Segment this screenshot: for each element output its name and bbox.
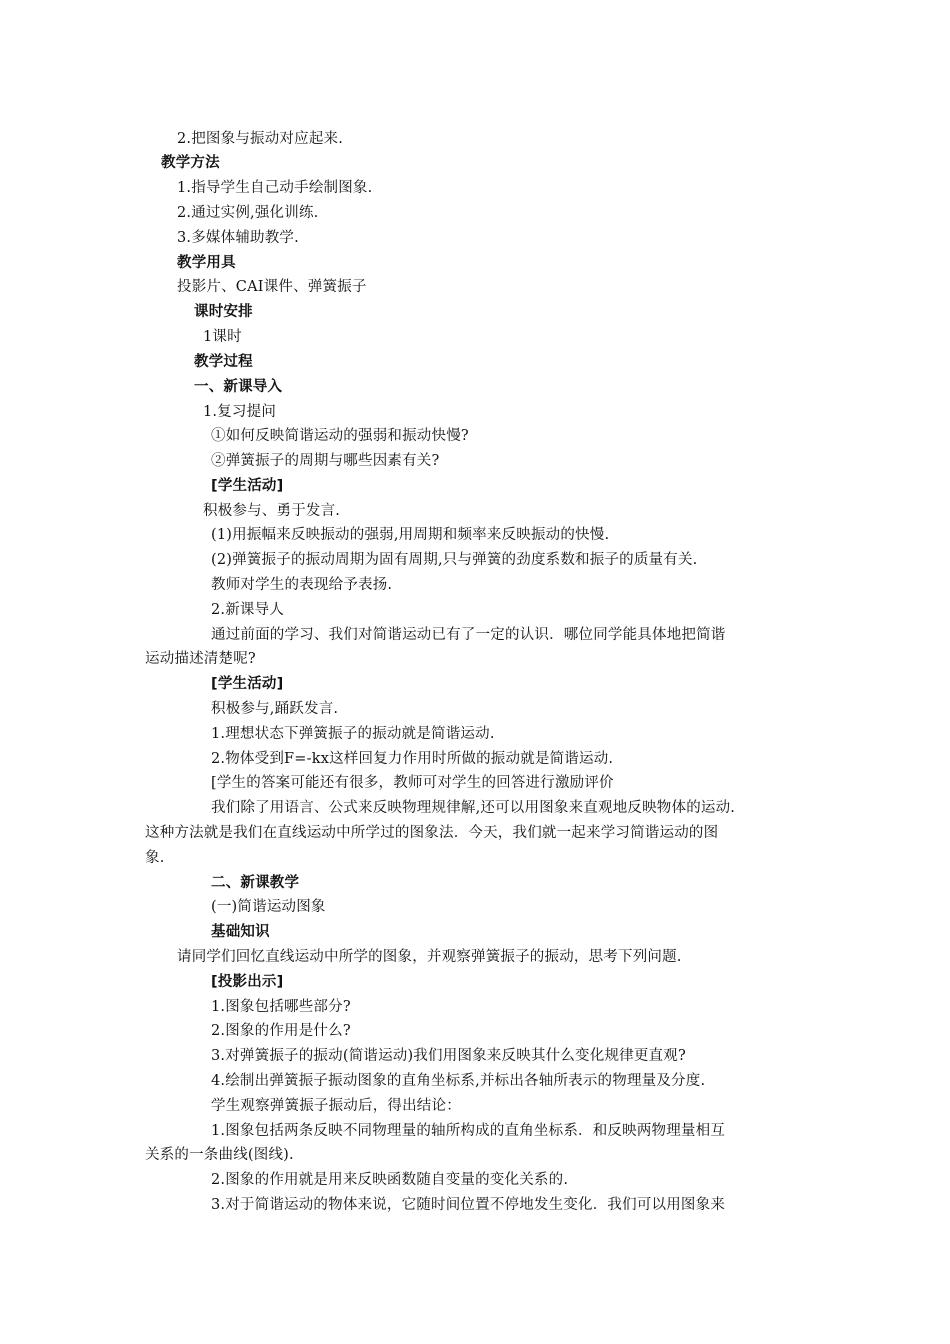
section-heading: [学生活动] <box>211 676 284 692</box>
text-line: 积极参与、勇于发言. <box>203 503 341 519</box>
text-line: 2.物体受到F=-kx这样回复力作用时所做的振动就是简谐运动. <box>211 751 614 767</box>
text-line: 1.理想状态下弹簧振子的振动就是简谐运动. <box>211 726 495 742</box>
text-line: 1.图象包括哪些部分? <box>211 999 351 1015</box>
text-line: 2.把图象与振动对应起来. <box>177 131 344 147</box>
text-line: 3.多媒体辅助教学. <box>177 230 299 246</box>
section-heading: [投影出示] <box>211 974 284 990</box>
section-heading: 课时安排 <box>194 304 253 320</box>
text-line: 教师对学生的表现给予表扬. <box>211 577 393 593</box>
text-line: 我们除了用语言、公式来反映物理规律解,还可以用图象来直观地反映物体的运动. <box>211 800 736 816</box>
section-heading: 二、新课教学 <box>211 875 300 891</box>
text-line: 2.通过实例,强化训练. <box>177 205 319 221</box>
text-line: [学生的答案可能还有很多，教师可对学生的回答进行激励评价 <box>211 775 614 791</box>
text-line: 3.对于简谐运动的物体来说，它随时间位置不停地发生变化．我们可以用图象来 <box>211 1197 726 1213</box>
text-line: 4.绘制出弹簧振子振动图象的直角坐标系,并标出各轴所表示的物理量及分度. <box>211 1073 706 1089</box>
section-heading: 一、新课导入 <box>194 379 283 395</box>
text-line: 运动描述清楚呢? <box>145 651 256 667</box>
text-line: 象. <box>145 850 165 866</box>
text-line: 通过前面的学习、我们对简谐运动已有了一定的认识．哪位同学能具体地把简谐 <box>211 627 726 643</box>
section-heading: 教学用具 <box>177 255 236 271</box>
text-line: ①如何反映简谐运动的强弱和振动快慢? <box>211 428 469 444</box>
text-line: 1课时 <box>203 329 242 345</box>
section-heading: [学生活动] <box>211 478 284 494</box>
section-heading: 教学方法 <box>161 155 220 171</box>
text-line: 积极参与,踊跃发言. <box>211 701 339 717</box>
text-line: (一)简谐运动图象 <box>211 899 326 915</box>
text-line: ②弹簧振子的周期与哪些因素有关? <box>211 453 440 469</box>
text-line: 1.图象包括两条反映不同物理量的轴所构成的直角坐标系．和反映两物理量相互 <box>211 1123 726 1139</box>
text-line: 这种方法就是我们在直线运动中所学过的图象法．今天，我们就一起来学习简谐运动的图 <box>145 825 719 841</box>
text-line: 请同学们回忆直线运动中所学的图象，并观察弹簧振子的振动，思考下列问题. <box>177 949 682 965</box>
text-line: 1.指导学生自己动手绘制图象. <box>177 180 373 196</box>
section-heading: 教学过程 <box>194 354 253 370</box>
text-line: 2.图象的作用是什么? <box>211 1023 351 1039</box>
text-line: 学生观察弹簧振子振动后，得出结论： <box>211 1098 461 1114</box>
text-line: 投影片、CAI课件、弹簧振子 <box>177 279 367 295</box>
text-line: 2.新课导人 <box>211 602 285 618</box>
text-line: 关系的一条曲线(图线). <box>145 1147 294 1163</box>
section-heading: 基础知识 <box>211 924 270 940</box>
text-line: 2.图象的作用就是用来反映函数随自变量的变化关系的. <box>211 1172 569 1188</box>
text-line: (2)弹簧振子的振动周期为固有周期,只与弹簧的劲度系数和振子的质量有关. <box>211 552 698 568</box>
text-line: 1.复习提问 <box>203 404 277 420</box>
text-line: (1)用振幅来反映振动的强弱,用周期和频率来反映振动的快慢. <box>211 527 610 543</box>
text-line: 3.对弹簧振子的振动(简谐运动)我们用图象来反映其什么变化规律更直观? <box>211 1048 686 1064</box>
